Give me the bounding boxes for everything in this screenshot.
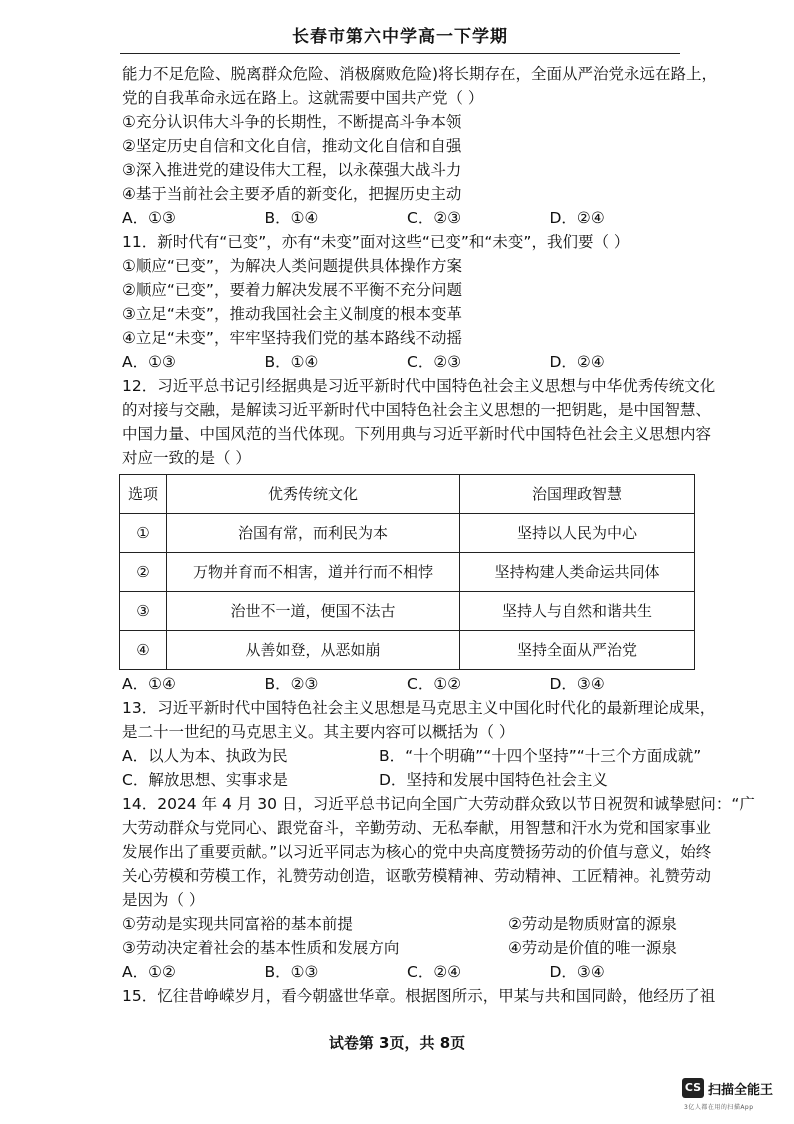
- q14-options: [122, 960, 692, 984]
- option-c: C．②④: [407, 963, 462, 981]
- q13-line: 是二十一世纪的马克思主义。其主要内容可以概括为（ ）: [122, 723, 515, 741]
- q14-item: ①劳动是实现共同富裕的基本前提: [122, 915, 353, 933]
- q14-item: ②劳动是物质财富的源泉: [508, 915, 677, 933]
- option-d: D．③④: [549, 675, 605, 693]
- q13-options-row1: [122, 744, 702, 768]
- q12-line: 12．习近平总书记引经据典是习近平新时代中国特色社会主义思想与中华优秀传统文化: [122, 377, 716, 395]
- q11-stem: 11．新时代有“已变”，亦有“未变”面对这些“已变”和“未变”，我们要（ ）: [122, 233, 630, 251]
- q10-item: ④基于当前社会主要矛盾的新变化，把握历史主动: [122, 185, 462, 203]
- q13-options-row2: [122, 768, 692, 792]
- q11-item: ②顺应“已变”，要着力解决发展不平衡不充分问题: [122, 281, 462, 299]
- option-d: D．③④: [549, 963, 605, 981]
- option-a: A．①③: [122, 209, 176, 227]
- table-cell: 治国有常，而利民为本: [167, 514, 460, 553]
- table-cell: ①: [120, 514, 167, 553]
- q14-line: 是因为（ ）: [122, 891, 205, 909]
- option-c: C．①②: [407, 675, 462, 693]
- q12-line: 中国力量、中国风范的当代体现。下列用典与习近平新时代中国特色社会主义思想内容: [122, 425, 712, 443]
- option-b: B．“十个明确”“十四个坚持”“十三个方面成就”: [379, 747, 702, 765]
- q11-item: ③立足“未变”，推动我国社会主义制度的根本变革: [122, 305, 462, 323]
- option-a: A．①④: [122, 675, 176, 693]
- option-d: D．坚持和发展中国特色社会主义: [379, 771, 608, 789]
- camscanner-logo-icon: CS: [682, 1078, 704, 1098]
- q10-options: [122, 206, 692, 230]
- option-c: C．②③: [407, 209, 462, 227]
- q15-line: 15．忆往昔峥嵘岁月，看今朝盛世华章。根据图所示，甲某与共和国同龄，他经历了祖: [122, 987, 716, 1005]
- q10-item: ①充分认识伟大斗争的长期性，不断提高斗争本领: [122, 113, 462, 131]
- q12-table: [119, 474, 695, 670]
- q14-line: 关心劳模和劳模工作，礼赞劳动创造，讴歌劳模精神、劳动精神、工匠精神。礼赞劳动: [122, 867, 712, 885]
- table-cell: 坚持构建人类命运共同体: [460, 553, 695, 592]
- q11-item: ④立足“未变”，牢牢坚持我们党的基本路线不动摇: [122, 329, 462, 347]
- table-header-cell: 选项: [120, 475, 167, 514]
- q10-line: 能力不足危险、脱离群众危险、消极腐败危险)将长期存在，全面从严治党永远在路上，: [122, 65, 718, 83]
- table-cell: 从善如登，从恶如崩: [167, 631, 460, 670]
- option-d: D．②④: [549, 353, 605, 371]
- page-footer: 试卷第 3页，共 8页: [328, 1034, 466, 1052]
- table-cell: ③: [120, 592, 167, 631]
- q14-line: 14．2024 年 4 月 30 日，习近平总书记向全国广大劳动群众致以节日祝贺和诚挚慰问：“广: [122, 795, 755, 813]
- table-header-cell: 优秀传统文化: [167, 475, 460, 514]
- option-a: A．以人为本、执政为民: [122, 747, 288, 765]
- q13-line: 13．习近平新时代中国特色社会主义思想是马克思主义中国化时代化的最新理论成果，: [122, 699, 716, 717]
- q12-line: 的对接与交融，是解读习近平新时代中国特色社会主义思想的一把钥匙，是中国智慧、: [122, 401, 712, 419]
- option-b: B．②③: [264, 675, 319, 693]
- q11-options: [122, 350, 692, 374]
- table-row: [120, 592, 695, 631]
- option-a: A．①②: [122, 963, 176, 981]
- option-b: B．①③: [264, 963, 319, 981]
- page-content: [122, 62, 755, 1008]
- table-cell: 万物并育而不相害，道并行而不相悖: [167, 553, 460, 592]
- option-d: D．②④: [549, 209, 605, 227]
- table-cell: 坚持人与自然和谐共生: [460, 592, 695, 631]
- option-b: B．①④: [264, 353, 319, 371]
- table-header-cell: 治国理政智慧: [460, 475, 695, 514]
- q10-item: ②坚定历史自信和文化自信，推动文化自信和自强: [122, 137, 462, 155]
- watermark-name: 扫描全能王: [708, 1083, 774, 1098]
- table-cell: ②: [120, 553, 167, 592]
- q14-items-row1: [122, 912, 692, 936]
- q10-item: ③深入推进党的建设伟大工程，以永葆强大战斗力: [122, 161, 462, 179]
- table-row: [120, 514, 695, 553]
- table-cell: ④: [120, 631, 167, 670]
- q14-item: ④劳动是价值的唯一源泉: [508, 939, 677, 957]
- watermark-tagline: 3亿人都在用的扫描App: [684, 1104, 754, 1111]
- option-a: A．①③: [122, 353, 176, 371]
- table-cell: 坚持以人民为中心: [460, 514, 695, 553]
- q10-line: 党的自我革命永远在路上。这就需要中国共产党（ ）: [122, 89, 484, 107]
- table-cell: 坚持全面从严治党: [460, 631, 695, 670]
- q14-items-row2: [122, 936, 692, 960]
- q14-line: 大劳动群众与党同心、跟党奋斗，辛勤劳动、无私奉献，用智慧和汗水为党和国家事业: [122, 819, 712, 837]
- table-row: [120, 553, 695, 592]
- page-header: 长春市第六中学高一下学期: [120, 22, 680, 54]
- q11-item: ①顺应“已变”，为解决人类问题提供具体操作方案: [122, 257, 462, 275]
- table-cell: 治世不一道，便国不法古: [167, 592, 460, 631]
- q14-item: ③劳动决定着社会的基本性质和发展方向: [122, 939, 400, 957]
- table-row: [120, 631, 695, 670]
- q14-line: 发展作出了重要贡献。”以习近平同志为核心的党中央高度赞扬劳动的价值与意义，始终: [122, 843, 712, 861]
- option-c: C．②③: [407, 353, 462, 371]
- option-b: B．①④: [264, 209, 319, 227]
- scanner-watermark: [682, 1078, 792, 1118]
- table-header-row: [120, 475, 695, 514]
- q12-options: [122, 672, 692, 696]
- q12-line: 对应一致的是（ ）: [122, 449, 251, 467]
- option-c: C．解放思想、实事求是: [122, 771, 288, 789]
